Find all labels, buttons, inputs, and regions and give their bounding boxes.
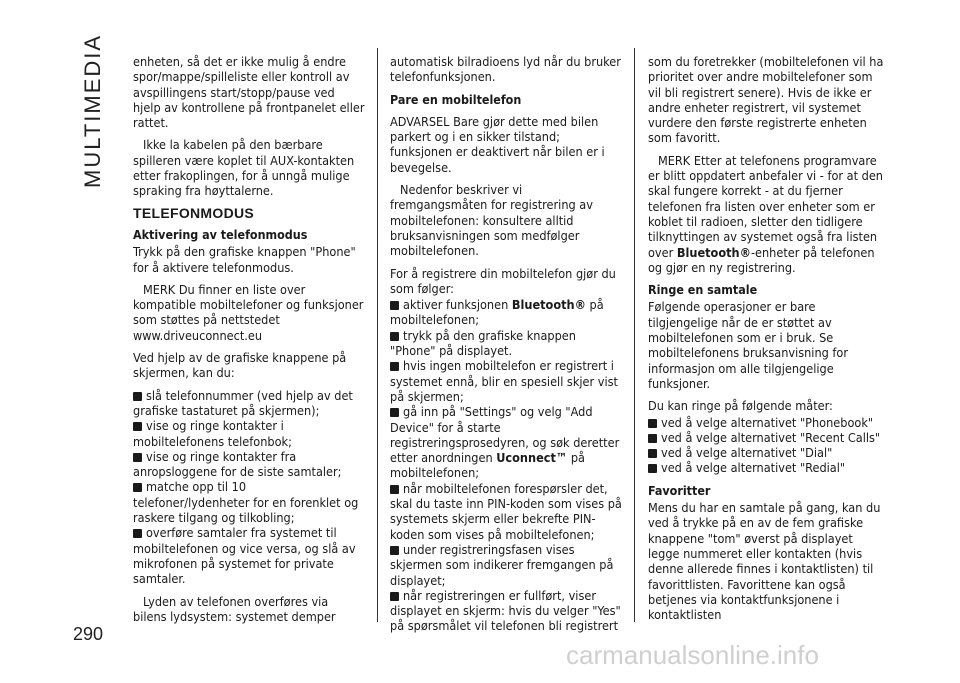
page-number: 290 xyxy=(73,624,104,644)
square-bullet-icon xyxy=(648,449,657,458)
note-paragraph: MERK Etter at telefonens programvare er blitt oppdatert anbefaler vi - for at den skal fungere korrekt - at du fjerner telefonen fra listen over enheter som er koblet til radioen, sletter den tidligere tilknyttingen av systemet også fra listen over Bluetooth®-enheter på telefonen og gjør en ny registrering. xyxy=(648,152,883,275)
section-heading: TELEFONMODUS xyxy=(133,204,255,221)
section-title: MULTIMEDIA xyxy=(80,33,105,188)
subheading: Aktivering av telefonmodus xyxy=(133,226,308,242)
list-item: vise og ringe kontakter fra anropsloggene for de siste samtaler; xyxy=(133,448,342,480)
square-bullet-icon xyxy=(133,529,142,538)
list-item: overføre samtaler fra systemet til mobiltelefonen og vice versa, og slå av mikrofonen på systemet for private samtaler. xyxy=(133,525,356,587)
paragraph: automatisk bilradioens lyd når du bruker telefonfunksjonen. xyxy=(390,54,621,85)
column-1 xyxy=(133,54,365,631)
watermark: carmanualsonline.info xyxy=(566,640,819,670)
subheading: Favoritter xyxy=(648,482,711,498)
square-bullet-icon xyxy=(648,434,657,443)
square-bullet-icon xyxy=(648,464,657,473)
list-item: slå telefonnummer (ved hjelp av det grafiske tastaturet på skjermen); xyxy=(133,387,353,418)
paragraph: Ved hjelp av de grafiske knappene på skjermen, kan du: xyxy=(133,350,347,381)
square-bullet-icon xyxy=(648,419,657,428)
paragraph: Mens du har en samtale på gang, kan du ved å trykke på en av de fem grafiske knappene "tom" øverst på displayet legge nummeret eller kontakten (hvis denne allerede finnes i kontaktlisten) til favorittlisten. Favorittene kan også betjenes via kontaktfunksjonene i kontaktlisten xyxy=(648,500,881,623)
subheading: Ringe en samtale xyxy=(648,282,758,298)
list-item: ved å velge alternativet "Redial" xyxy=(648,460,884,475)
bullet-list xyxy=(648,415,884,476)
paragraph: Ikke la kabelen på den bærbare spilleren være koplet til AUX-kontakten etter frakoplingen, for å unngå mulige spraking fra høyttalerne. xyxy=(133,137,355,199)
square-bullet-icon xyxy=(390,332,399,341)
square-bullet-icon xyxy=(390,546,399,555)
square-bullet-icon xyxy=(390,592,399,601)
paragraph: For å registrere din mobiltelefon gjør du som følger: xyxy=(390,265,616,296)
square-bullet-icon xyxy=(133,392,142,401)
square-bullet-icon xyxy=(133,453,142,462)
list-item: vise og ringe kontakter i mobiltelefonens telefonbok; xyxy=(133,418,292,449)
column-divider xyxy=(377,48,378,622)
column-divider xyxy=(634,48,635,622)
square-bullet-icon xyxy=(390,362,399,371)
list-item: når registreringen er fullført, viser displayet en skjerm: hvis du velger "Yes" på spørsmålet vil telefonen bli registrert xyxy=(390,587,621,634)
square-bullet-icon xyxy=(133,483,142,492)
list-item: under registreringsfasen vises skjermen som indikerer fremgangen på displayet; xyxy=(390,541,614,588)
paragraph: Trykk på den grafiske knappen "Phone" for å aktivere telefonmodus. xyxy=(133,244,356,275)
list-item: ved å velge alternativet "Phonebook" xyxy=(648,415,884,430)
list-item: matche opp til 10 telefoner/lydenheter for en forenklet og raskere tilgang og tilkobling; xyxy=(133,479,359,526)
paragraph: Du kan ringe på følgende måter: xyxy=(648,398,833,414)
list-item: trykk på den grafiske knappen "Phone" på displayet. xyxy=(390,327,576,359)
subheading: Pare en mobiltelefon xyxy=(390,91,522,107)
list-item: hvis ingen mobiltelefon er registrert i systemet ennå, blir en spesiell skjer vist på skjermen; xyxy=(390,358,618,404)
square-bullet-icon xyxy=(133,422,142,431)
square-bullet-icon xyxy=(390,485,399,494)
note-paragraph: MERK Du finner en liste over kompatible mobiltelefoner og funksjoner som støttes på nettstedet www.driveuconnect.eu xyxy=(133,281,364,343)
column-3 xyxy=(648,54,884,629)
list-item: ved å velge alternativet "Recent Calls" xyxy=(648,430,884,445)
paragraph: Nedenfor beskriver vi fremgangsmåten for registrering av mobiltelefonen: konsultere alltid bruksanvisningen som medfølger mobiltelefonen. xyxy=(390,182,593,259)
paragraph: enheten, så det er ikke mulig å endre spor/mappe/spilleliste eller kontroll av avspillingens start/stopp/pause ved hjelp av kontrollene på frontpanelet eller rattet. xyxy=(133,54,365,131)
list-item: aktiver funksjonen Bluetooth® på mobiltelefonen; xyxy=(390,297,604,328)
square-bullet-icon xyxy=(390,408,399,417)
list-item: gå inn på "Settings" og velg "Add Device" for å starte registreringsprosedyren, og søk deretter etter anordningen Uconnect™ på mobiltelefonen; xyxy=(390,404,620,481)
paragraph: Lyden av telefonen overføres via bilens lydsystem: systemet demper xyxy=(133,593,336,624)
paragraph: som du foretrekker (mobiltelefonen vil ha prioritet over andre mobiltelefoner som vil bli registrert senere). Hvis de ikke er andre enheter registrert, vil systemet vurdere den første registrerte enheten som favoritt. xyxy=(648,54,884,146)
square-bullet-icon xyxy=(390,301,399,310)
list-item: når mobiltelefonen forespørsler det, skal du taste inn PIN-koden som vises på systemets skjerm eller bekrefte PIN-koden som vises på mobiltelefonen; xyxy=(390,480,622,542)
list-item: ved å velge alternativet "Dial" xyxy=(648,445,884,460)
warning-paragraph: ADVARSEL Bare gjør dette med bilen parkert og i en sikker tilstand; funksjonen er deaktivert når bilen er i bevegelse. xyxy=(390,113,605,175)
bullet-list xyxy=(133,388,365,587)
column-2 xyxy=(390,54,622,641)
paragraph: Følgende operasjoner er bare tilgjengelige når de er støttet av mobiltelefonen som er i bruk. Se mobiltelefonens bruksanvisning for informasjon om alle tilgjengelige funksjoner. xyxy=(648,299,848,391)
bullet-list xyxy=(390,297,622,634)
